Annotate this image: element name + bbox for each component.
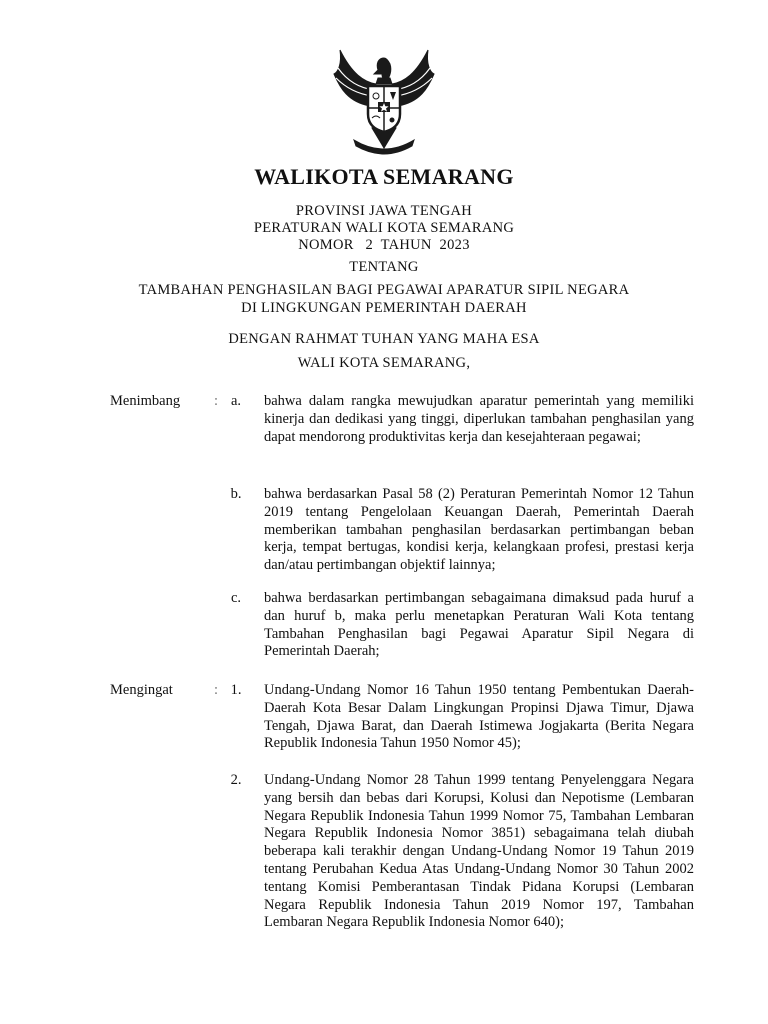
subject-line-1: TAMBAHAN PENGHASILAN BAGI PEGAWAI APARATUR SIPIL NEGARA	[138, 282, 630, 298]
mayor-line: WALI KOTA SEMARANG,	[297, 355, 471, 371]
blessing-line: DENGAN RAHMAT TUHAN YANG MAHA ESA	[228, 331, 540, 347]
menimbang-marker-b: b.	[230, 486, 242, 502]
regulation-line: PERATURAN WALI KOTA SEMARANG	[253, 220, 515, 236]
mengingat-marker-2: 2.	[230, 772, 242, 788]
mengingat-item-1: Undang-Undang Nomor 16 Tahun 1950 tentang Pembentukan Daerah-Daerah Kota Besar Dalam Lingkungan Propinsi Djawa Timur, Djawa Tengah, Djawa Barat, dan Daerah Istimewa Jogjakarta (Berita Negara Republik Indonesia Tahun 1950 Nomor 45);	[264, 682, 694, 752]
menimbang-item-b: bahwa berdasarkan Pasal 58 (2) Peraturan Pemerintah Nomor 12 Tahun 2019 tentang Pengelolaan Keuangan Daerah, Pemerintah Daerah memberikan tambahan penghasilan berdasarkan pertimbangan beban kerja, tempat bertugas, kondisi kerja, kelangkaan profesi, prestasi kerja dan/atau pertimbangan objektif lainnya;	[264, 486, 694, 574]
mengingat-marker-1: 1.	[230, 682, 242, 698]
menimbang-item-c: bahwa berdasarkan pertimbangan sebagaimana dimaksud pada huruf a dan huruf b, maka perlu menetapkan Peraturan Wali Kota tentang Tambahan Penghasilan bagi Pegawai Aparatur Sipil Negara di Pemerintah Daerah;	[264, 590, 694, 660]
mengingat-item-2: Undang-Undang Nomor 28 Tahun 1999 tentang Penyelenggara Negara yang bersih dan bebas dari Korupsi, Kolusi dan Nepotisme (Lembaran Negara Republik Indonesia Tahun 1999 Nomor 75, Tambahan Lembaran Negara Republik Indonesia Nomor 3851) sebagaimana telah diubah beberapa kali terakhir dengan Undang-Undang Nomor 19 Tahun 2019 tentang Perubahan Kedua Atas Undang-Undang Nomor 30 Tahun 2002 tentang Komisi Pemberantasan Tindak Pidana Korupsi (Lembaran Negara Republik Indonesia Tahun 2019 Nomor 197, Tambahan Lembaran Negara Republik Indonesia Nomor 640);	[264, 772, 694, 931]
menimbang-marker-a: a.	[230, 393, 242, 409]
province-line: PROVINSI JAWA TENGAH	[295, 203, 473, 219]
about-heading: TENTANG	[349, 259, 419, 275]
document-title: WALIKOTA SEMARANG	[254, 164, 514, 189]
mengingat-colon: :	[214, 682, 219, 698]
garuda-emblem-icon	[326, 44, 442, 160]
menimbang-label: Menimbang	[110, 393, 181, 409]
menimbang-item-a: bahwa dalam rangka mewujudkan aparatur pemerintah yang memiliki kinerja dan dedikasi yang tinggi, diperlukan tambahan penghasilan yang dapat mendorong produktivitas kerja dan kesejahteraan pegawai;	[264, 393, 694, 445]
mengingat-label: Mengingat	[110, 682, 173, 698]
menimbang-marker-c: c.	[230, 590, 242, 606]
regulation-number: NOMOR 2 TAHUN 2023	[298, 237, 470, 253]
menimbang-colon: :	[214, 393, 219, 409]
subject-line-2: DI LINGKUNGAN PEMERINTAH DAERAH	[241, 300, 527, 316]
